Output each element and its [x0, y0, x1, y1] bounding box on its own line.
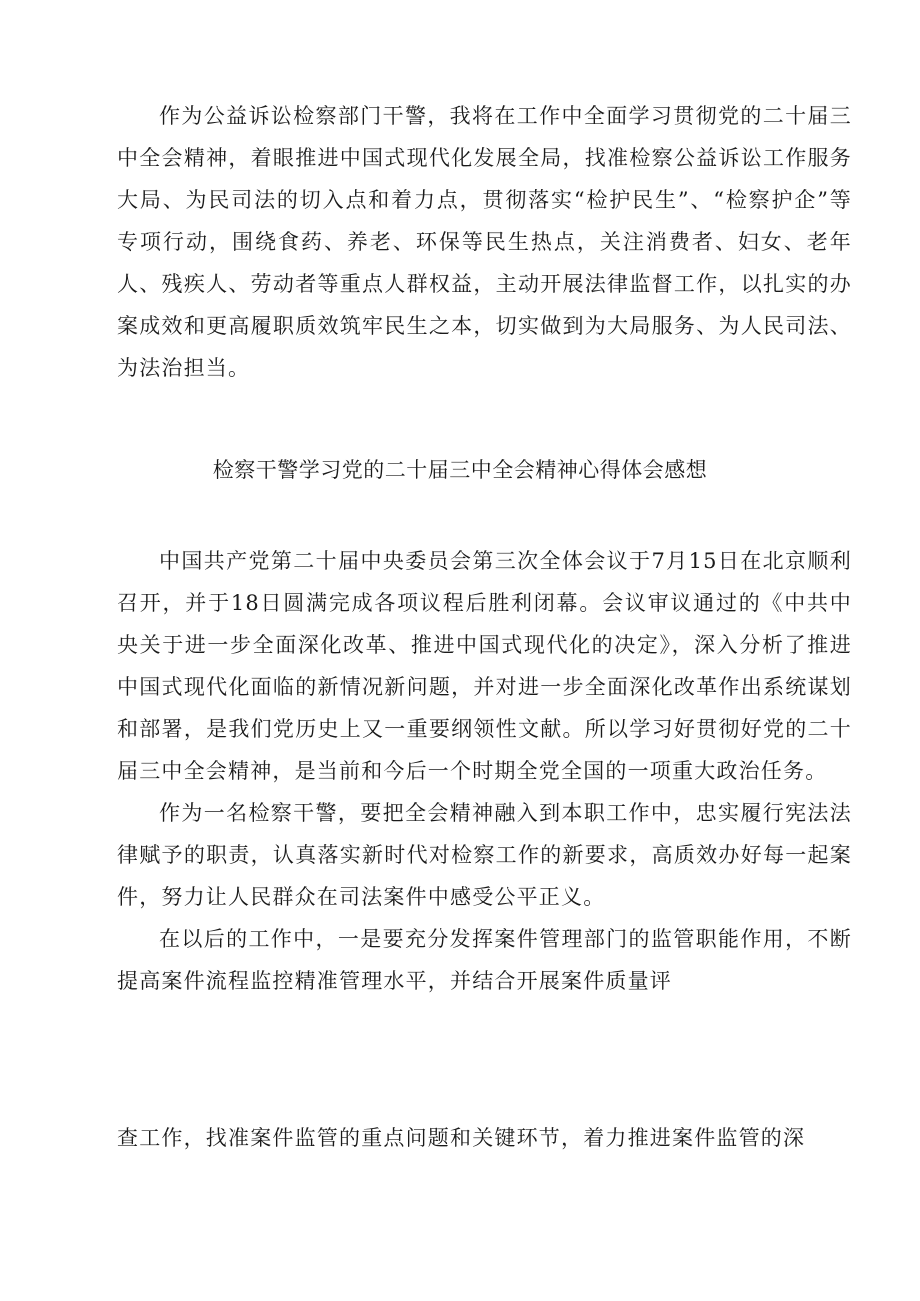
body-paragraph: 在以后的工作中，一是要充分发挥案件管理部门的监管职能作用，不断提高案件流程监控精准管理水平，并结合开展案件质量评 [117, 927, 852, 993]
body-paragraph: 中国共产党第二十届中央委员会第三次全体会议于7月15日在北京顺利召开，并于18日圆满完成各项议程后胜利闭幕。会议审议通过的《中共中央关于进一步全面深化改革、推进中国式现代化的决定》，深入分析了推进中国式现代化面临的新情况新问题，并对进一步全面深化改革作出系统谋划和部署，是我们党历史上又一重要纲领性文献。所以学习好贯彻好党的二十届三中全会精神，是当前和今后一个时期全党全国的一项重大政治任务。 [117, 549, 852, 783]
body-paragraph: 作为公益诉讼检察部门干警，我将在工作中全面学习贯彻党的二十届三中全会精神，着眼推进中国式现代化发展全局，找准检察公益诉讼工作服务大局、为民司法的切入点和着力点，贯彻落实“检护民生”、“检察护企”等专项行动，围绕食药、养老、环保等民生热点，关注消费者、妇女、老年人、残疾人、劳动者等重点人群权益，主动开展法律监督工作，以扎实的办案成效和更高履职质效筑牢民生之本，切实做到为大局服务、为人民司法、为法治担当。 [117, 104, 852, 380]
body-section-2 [117, 540, 852, 1002]
continuation-line: 查工作，找准案件监管的重点问题和关键环节，着力推进案件监管的深 [117, 1126, 806, 1150]
article-title: 检察干警学习党的二十届三中全会精神心得体会感想 [212, 458, 708, 482]
body-paragraph: 作为一名检察干警，要把全会精神融入到本职工作中，忠实履行宪法法律赋予的职责，认真落实新时代对检察工作的新要求，高质效办好每一起案件，努力让人民群众在司法案件中感受公平正义。 [117, 801, 852, 909]
body-section-1 [117, 95, 852, 389]
